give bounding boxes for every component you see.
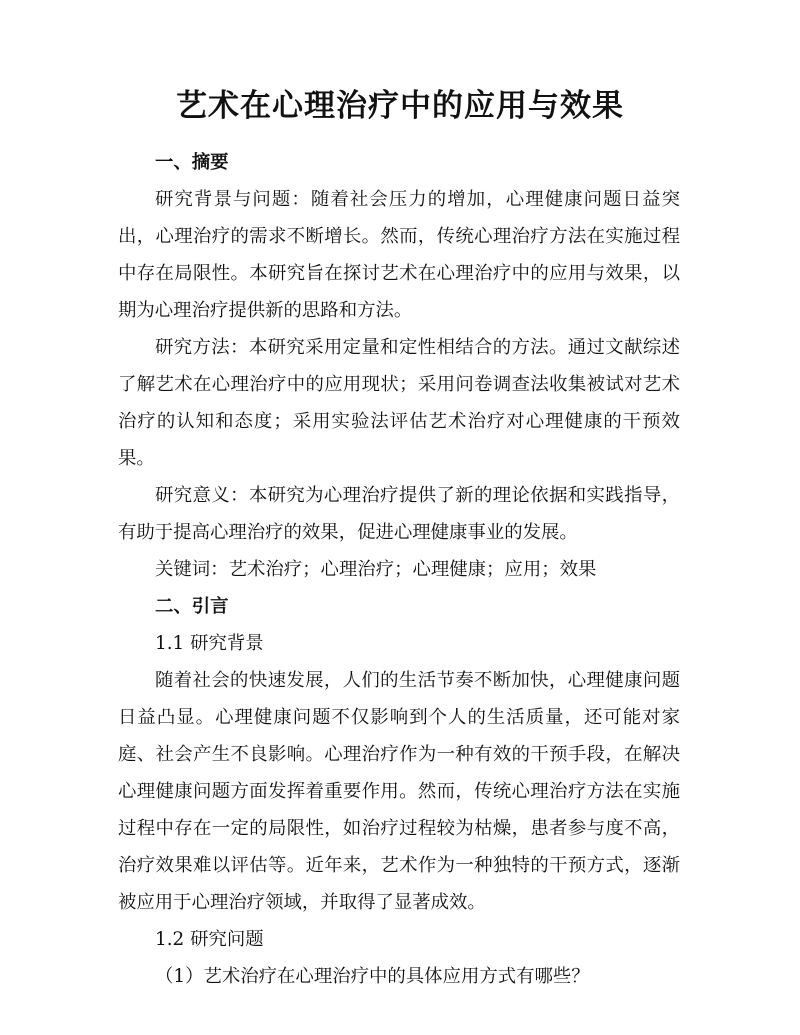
- document-title: 艺术在心理治疗中的应用与效果: [176, 88, 624, 124]
- abstract-significance-paragraph: 研究意义：本研究为心理治疗提供了新的理论依据和实践指导，有助于提高心理治疗的效果，促进心理健康事业的发展。: [118, 485, 680, 543]
- document-body: [118, 144, 680, 995]
- abstract-heading: 一、摘要: [155, 152, 229, 173]
- abstract-methods-paragraph: 研究方法：本研究采用定量和定性相结合的方法。通过文献综述了解艺术在心理治疗中的应用现状；采用问卷调查法收集被试对艺术治疗的认知和态度；采用实验法评估艺术治疗对心理健康的干预效果。: [118, 337, 680, 469]
- abstract-background-paragraph: 研究背景与问题：随着社会压力的增加，心理健康问题日益突出，心理治疗的需求不断增长。然而，传统心理治疗方法在实施过程中存在局限性。本研究旨在探讨艺术在心理治疗中的应用与效果，以期为心理治疗提供新的思路和方法。: [118, 189, 680, 321]
- introduction-heading: 二、引言: [155, 596, 229, 617]
- research-questions-heading: 1.2 研究问题: [155, 929, 264, 950]
- research-question-1: （1）艺术治疗在心理治疗中的具体应用方式有哪些？: [155, 966, 590, 987]
- keywords-line: 关键词：艺术治疗；心理治疗；心理健康；应用；效果: [155, 559, 597, 580]
- research-background-heading: 1.1 研究背景: [155, 633, 264, 654]
- research-background-paragraph: 随着社会的快速发展，人们的生活节奏不断加快，心理健康问题日益凸显。心理健康问题不仅影响到个人的生活质量，还可能对家庭、社会产生不良影响。心理治疗作为一种有效的干预手段，在解决心理健康问题方面发挥着重要作用。然而，传统心理治疗方法在实施过程中存在一定的局限性，如治疗过程较为枯燥，患者参与度不高，治疗效果难以评估等。近年来，艺术作为一种独特的干预方式，逐渐被应用于心理治疗领域，并取得了显著成效。: [118, 670, 680, 913]
